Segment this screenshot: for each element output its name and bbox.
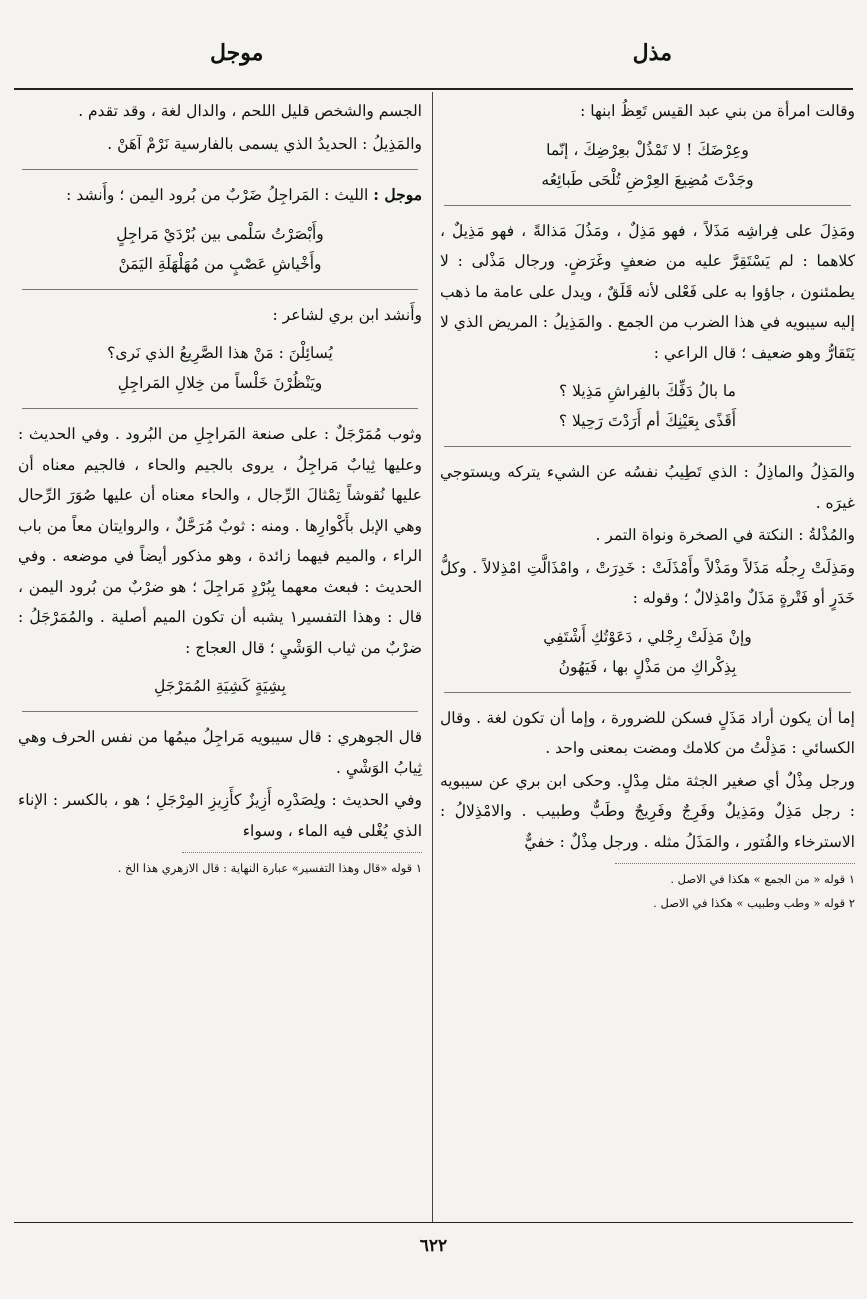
section-divider — [22, 408, 418, 409]
paragraph: وأَنشد ابن بري لشاعر : — [272, 305, 422, 324]
column-divider — [432, 92, 433, 1222]
verse-line: بِشِيَةٍ كَشِيَةِ المُمَرْجَلِ — [154, 677, 286, 695]
paragraph: ومَذِلَتْ رِجلُه مَذَلاً ومَذْلاً وأَمْذَلَتْ : خَدِرَتْ ، وامْذَالَّتِ امْذِلالاً . وكلُّ خَدَرٍ أو فَتْرةٍ مَذَلٌ وامْذِلالٌ ؛ وقوله : — [440, 558, 855, 607]
paragraph: والمَذِيلُ : الحديدُ الذي يسمى بالفارسية نَرْمْ آهَنْ . — [107, 134, 422, 153]
verse-line: أَقَذًى بِعَيْنِكَ أم أَرَدْتَ رَحِيلا ؟ — [558, 412, 737, 430]
verse-line: وأَخْياشِ عَصْبٍ من مُهَلْهَلَةِ اليَمَنْ — [118, 254, 322, 273]
section-divider — [22, 169, 418, 170]
page-number: ٦٢٢ — [419, 1236, 448, 1256]
footnote: ١ قوله «قال وهذا التفسير» عبارة النهاية : قال الازهري هذا الخ . — [117, 861, 422, 875]
verse-line: وجَدْتَ مُضِيعَ العِرْضِ تُلْحَى طَبائِعُه — [541, 170, 754, 189]
entry-paragraph — [18, 180, 422, 211]
section-divider — [22, 711, 418, 712]
paragraph: ورجل مِذْلٌ أي صغير الجثة مثل مِدْلٍ. وحكى ابن بري عن سيبويه : رجل مَذِلٌ ومَذِيلٌ وفَرِجٌ وفَرِيجٌ وطَبٌّ وطبيب . والامْذِلالُ : الاسترخاء والفُتور ، والمَذَلُ مثله . ورجل مِذْلٌ : خفيٌّ — [440, 771, 855, 851]
verse-line: ويَنْظُرْنَ خَلْساً من خِلالِ المَراجِلِ — [117, 374, 323, 392]
entry-text: الليث : المَراجِلُ ضَرْبٌ من بُرود اليمن ؛ وأَنشد : — [66, 186, 369, 204]
verse-line: ما بالُ دَفِّكَ بالفِراشِ مَذِيلا ؟ — [559, 382, 736, 400]
paragraph: وقالت امرأة من بني عبد القيس تَعِظُ ابنها : — [580, 102, 855, 120]
paragraph: إما أن يكون أراد مَذَلٍ فسكن للضرورة ، وإما أن تكون لغة . وقال الكسائي : مَذِلْتُ من كلامك ومضت بمعنى واحد . — [440, 708, 855, 757]
verse-line: بِذِكْراكِ من مَذْلٍ بها ، فَيَهُونُ — [558, 657, 737, 676]
footnote-rule — [182, 852, 422, 853]
footnote-rule — [615, 863, 855, 864]
paragraph: ومَذِلَ على فِراشِه مَذَلاً ، فهو مَذِلٌ ، ومَذُلَ مَذالةً ، فهو مَذِيلٌ ، كلاهما : لم يَسْتَقِرَّ عليه من ضعفٍ وغَرَضٍ. ورجال مَذْلى : لا يطمئنون ، جاؤوا به على فَعْلى لأنه قَلَقٌ ، ويدل على عامة ما ذهب إليه سيبويه في هذا الضرب من الجمع . والمَذِيلُ : المريض الذي لا يَتَقارُّ وهو ضعيف ؛ قال الراعي : — [440, 221, 855, 362]
paragraph: وفي الحديث : ولِصَدْرِه أَزِيزٌ كأَزِيزِ المِرْجَلِ ؛ هو ، بالكسر : الإناء الذي يُغْلى فيه الماء ، وسواء — [18, 791, 422, 840]
paragraph: الجسم والشخص قليل اللحم ، والدال لغة ، وقد تقدم . — [78, 102, 422, 120]
footer-rule — [14, 1222, 853, 1223]
header-entry-right: مذل — [632, 40, 672, 66]
paragraph: وثوب مُمَرْجَلٌ : على صنعة المَراجِلِ من البُرود . وفي الحديث : وعليها ثِيابٌ مَراجِلُ ، يروى بالجيم والحاء ، فالجيم معناه أن عليها نُقوشاً تِمْثالَ الرِّجال ، والحاء معناه أن عليها صُوَرَ الرِّحال وهي الإبل بأَكْوارِها . ومنه : ثوبٌ مُرَحَّلٌ ، والروايتان معاً من باب الراء ، والميم فيهما زائدة ، وهو مذكور أيضاً في موضعه . وفي الحديث : فبعث معهما بِبُرْدٍ مَراجِلَ ؛ هو ضرْبٌ من بُرود اليمن ، قال : وهذا التفسير١ يشبه أن تكون الميم أصلية . والمُمَرْجَلُ : ضرْبٌ من ثياب الوَشْيِ ؛ قال العجاج : — [18, 425, 422, 657]
verse — [440, 376, 855, 436]
verse-line: وأَبْصَرْتُ سَلْمى بين بُرْدَيْ مَراجِلٍ — [116, 224, 324, 243]
verse-line: وإنْ مَذِلَتْ رِجْلي ، دَعَوْتُكِ أَشْتَفِي — [543, 627, 752, 646]
section-divider — [22, 289, 418, 290]
entry-headword: موجل : — [373, 185, 422, 204]
paragraph: والمُذْلةُ : النكتة في الصخرة ونواة التمر . — [595, 526, 855, 544]
verse — [18, 338, 422, 398]
paragraph: والمَذِلُ والماذِلُ : الذي تَطِيبُ نفسُه عن الشيء يتركه ويستوجي غيرَه . — [440, 463, 855, 512]
footnote: ١ قوله « من الجمع » هكذا في الاصل . — [670, 872, 855, 886]
verse-line: يُسائِلْنَ : مَنْ هذا الصَّرِيعُ الذي نَرى؟ — [107, 344, 333, 362]
section-divider — [444, 446, 851, 447]
header-entry-left: موجل — [210, 40, 264, 66]
paragraph: قال الجوهري : قال سيبويه مَراجِلُ ميمُها من نفس الحرف وهي ثِيابُ الوَشْيِ . — [18, 728, 422, 777]
verse — [440, 622, 855, 682]
left-column — [18, 96, 422, 881]
right-column — [440, 96, 855, 916]
footnote: ٢ قوله « وطب وطبيب » هكذا في الاصل . — [653, 896, 855, 910]
section-divider — [444, 205, 851, 206]
section-divider — [444, 692, 851, 693]
verse — [440, 135, 855, 195]
header-rule — [14, 88, 853, 90]
verse — [18, 219, 422, 279]
verse — [18, 671, 422, 701]
verse-line: وعِرْضَكَ ! لا تَمْذُلْ بعِرْضِكَ ، إنّما — [546, 140, 749, 159]
